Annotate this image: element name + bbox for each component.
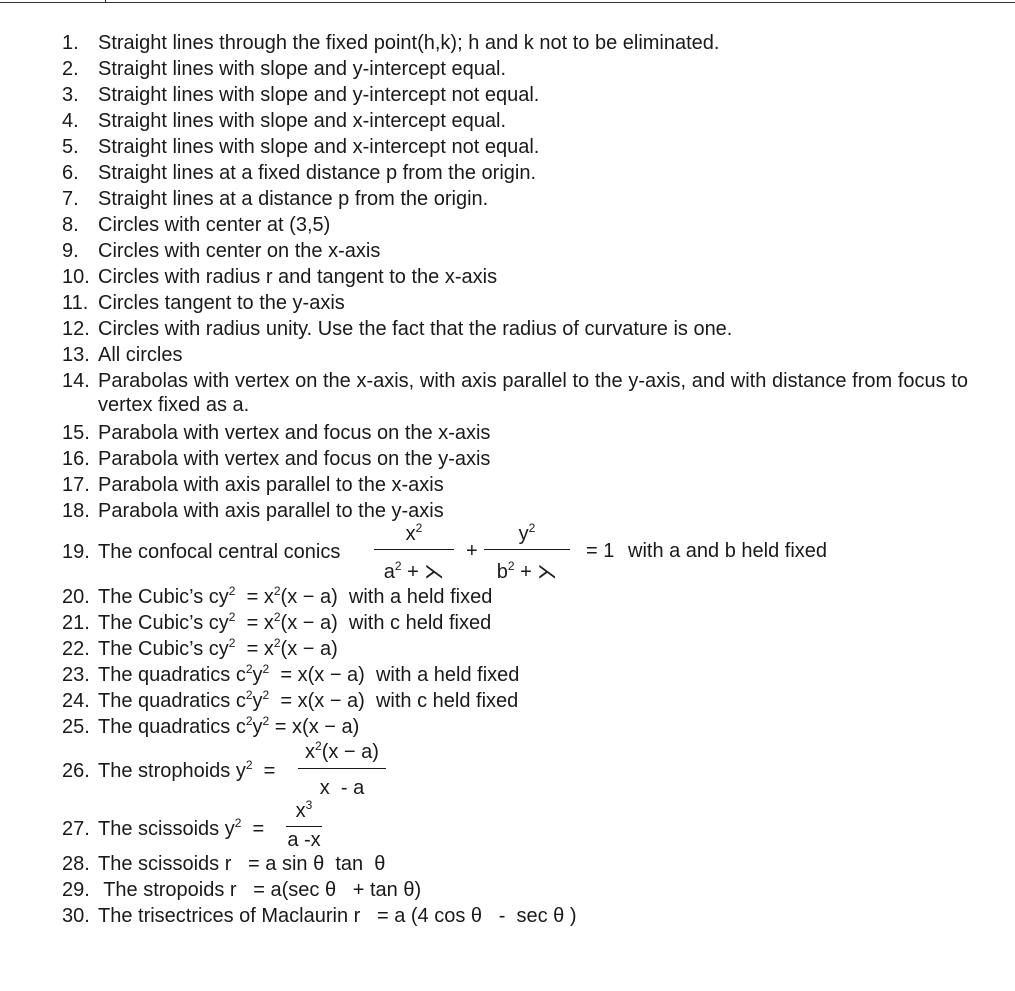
list-item <box>62 447 490 473</box>
item-number: 15. <box>62 422 90 444</box>
item-number: 22. <box>62 638 90 660</box>
list-item <box>62 611 491 637</box>
strophoid-numerator: $x^2(x - a)$ <box>305 739 379 763</box>
item-text: Circles with center at (3,5) <box>98 214 331 236</box>
list-item <box>62 637 338 663</box>
item-number: 4. <box>62 110 79 132</box>
list-item <box>62 878 421 904</box>
item-text: Parabolas with vertex on the x-axis, with axis parallel to the y-axis, and with distance from focus to vertex fixed as a. <box>98 370 968 416</box>
list-item <box>62 759 275 785</box>
strophoid-denominator: x - a <box>319 777 365 799</box>
list-item <box>62 852 385 878</box>
fraction-1-denominator: $a^2$ + ⋋ <box>383 559 445 583</box>
top-rule-tick <box>105 0 106 3</box>
list-item <box>62 904 577 930</box>
list-item <box>62 689 518 715</box>
item-number: 30. <box>62 905 90 927</box>
item-text: Circles tangent to the y-axis <box>98 292 345 314</box>
list-item <box>62 239 380 265</box>
fraction-1-bar <box>374 549 454 550</box>
item-number: 9. <box>62 240 79 262</box>
condition-text: with a and b held fixed <box>628 540 828 562</box>
fraction-2-bar <box>484 549 570 550</box>
item-text: Straight lines at a fixed distance p from the origin. <box>98 162 537 184</box>
list-item <box>62 585 492 611</box>
item-text: The quadratics $c^2y^2 = x(x - a)$ with a held fixed <box>98 662 520 686</box>
item-number: 2. <box>62 58 79 80</box>
list-item <box>62 715 359 741</box>
item-text: The trisectrices of Maclaurin r = a (4 cos θ - sec θ ) <box>98 905 577 927</box>
item-text: The Cubic’s $cy^2 = x^2(x - a)$ <box>98 636 338 660</box>
scissoid-denominator: a -x <box>287 829 321 851</box>
strophoid-fraction-bar <box>298 768 386 769</box>
item-text: Parabola with vertex and focus on the x-axis <box>98 422 491 444</box>
list-item <box>62 135 539 161</box>
item-number: 24. <box>62 690 90 712</box>
item-text: Circles with radius unity. Use the fact that the radius of curvature is one. <box>98 318 733 340</box>
item-number: 10. <box>62 266 90 288</box>
list-item <box>62 369 968 419</box>
item-number: 3. <box>62 84 79 106</box>
item-number: 5. <box>62 136 79 158</box>
item-number: 8. <box>62 214 79 236</box>
list-item <box>62 421 490 447</box>
fraction-2-denominator: $b^2$ + ⋋ <box>496 559 558 583</box>
list-item <box>62 540 340 566</box>
item-text: Parabola with axis parallel to the x-axis <box>98 474 444 496</box>
item-text: The strophoids $y^2$ = <box>98 758 276 782</box>
list-item <box>62 499 444 525</box>
list-item <box>62 109 506 135</box>
item-text: The quadratics $c^2y^2 = x(x - a)$ <box>98 714 360 738</box>
list-item <box>62 187 488 213</box>
item-number: 25. <box>62 716 90 738</box>
list-item <box>62 57 506 83</box>
item-number: 16. <box>62 448 90 470</box>
item-text: Straight lines through the fixed point(h,k); h and k not to be eliminated. <box>98 32 720 54</box>
item-text: Circles with center on the x-axis <box>98 240 381 262</box>
list-item <box>62 473 444 499</box>
top-rule <box>0 2 1015 3</box>
item-number: 14. <box>62 370 90 392</box>
item-text: Straight lines with slope and x-intercept equal. <box>98 110 507 132</box>
list-item <box>62 265 497 291</box>
item-number: 20. <box>62 586 90 608</box>
item-text: The scissoids r = a sin θ tan θ <box>98 853 386 875</box>
list-item <box>62 817 264 843</box>
item-text: The Cubic’s $cy^2 = x^2(x - a)$ with a held fixed <box>98 584 493 608</box>
scissoid-numerator: $x^3$ <box>295 798 313 822</box>
item-number: 19. <box>62 541 90 563</box>
item-number: 26. <box>62 760 90 782</box>
item-text: Straight lines with slope and y-intercept equal. <box>98 58 507 80</box>
item-text: The scissoids $y^2$ = <box>98 816 265 840</box>
item-text: The confocal central conics <box>98 541 341 563</box>
item-number: 18. <box>62 500 90 522</box>
list-item <box>62 31 719 57</box>
item-number: 11. <box>62 292 89 314</box>
list-item <box>62 213 330 239</box>
item-text: The stropoids r = a(sec θ + tan θ) <box>98 879 422 901</box>
item-number: 29. <box>62 879 90 901</box>
item-number: 13. <box>62 344 90 366</box>
item-text: Parabola with axis parallel to the y-axis <box>98 500 444 522</box>
item-text: Straight lines with slope and x-intercept not equal. <box>98 136 540 158</box>
item-text: Circles with radius r and tangent to the x-axis <box>98 266 498 288</box>
list-item <box>62 317 732 343</box>
list-item <box>62 83 539 109</box>
list-item <box>62 161 536 187</box>
list-item <box>62 663 519 689</box>
fraction-1-numerator: $x^2$ <box>405 521 423 545</box>
plus-sign: + <box>466 540 478 562</box>
list-item <box>62 291 345 317</box>
item-number: 27. <box>62 818 90 840</box>
item-number: 6. <box>62 162 79 184</box>
equals-one: = 1 <box>586 540 615 562</box>
scissoid-fraction-bar <box>286 826 322 827</box>
fraction-2-numerator: $y^2$ <box>518 521 536 545</box>
item-number: 28. <box>62 853 90 875</box>
item-text: Straight lines at a distance p from the origin. <box>98 188 489 210</box>
item-number: 1. <box>62 32 79 54</box>
item-text: All circles <box>98 344 183 366</box>
item-number: 12. <box>62 318 90 340</box>
item-number: 21. <box>62 612 90 634</box>
list-item <box>62 343 182 369</box>
item-text: Parabola with vertex and focus on the y-axis <box>98 448 491 470</box>
item-number: 7. <box>62 188 79 210</box>
item-number: 23. <box>62 664 90 686</box>
item-number: 17. <box>62 474 90 496</box>
item-text: Straight lines with slope and y-intercept not equal. <box>98 84 540 106</box>
item-text: The quadratics $c^2y^2 = x(x - a)$ with c held fixed <box>98 688 519 712</box>
item-text: The Cubic’s $cy^2 = x^2(x - a)$ with c held fixed <box>98 610 492 634</box>
